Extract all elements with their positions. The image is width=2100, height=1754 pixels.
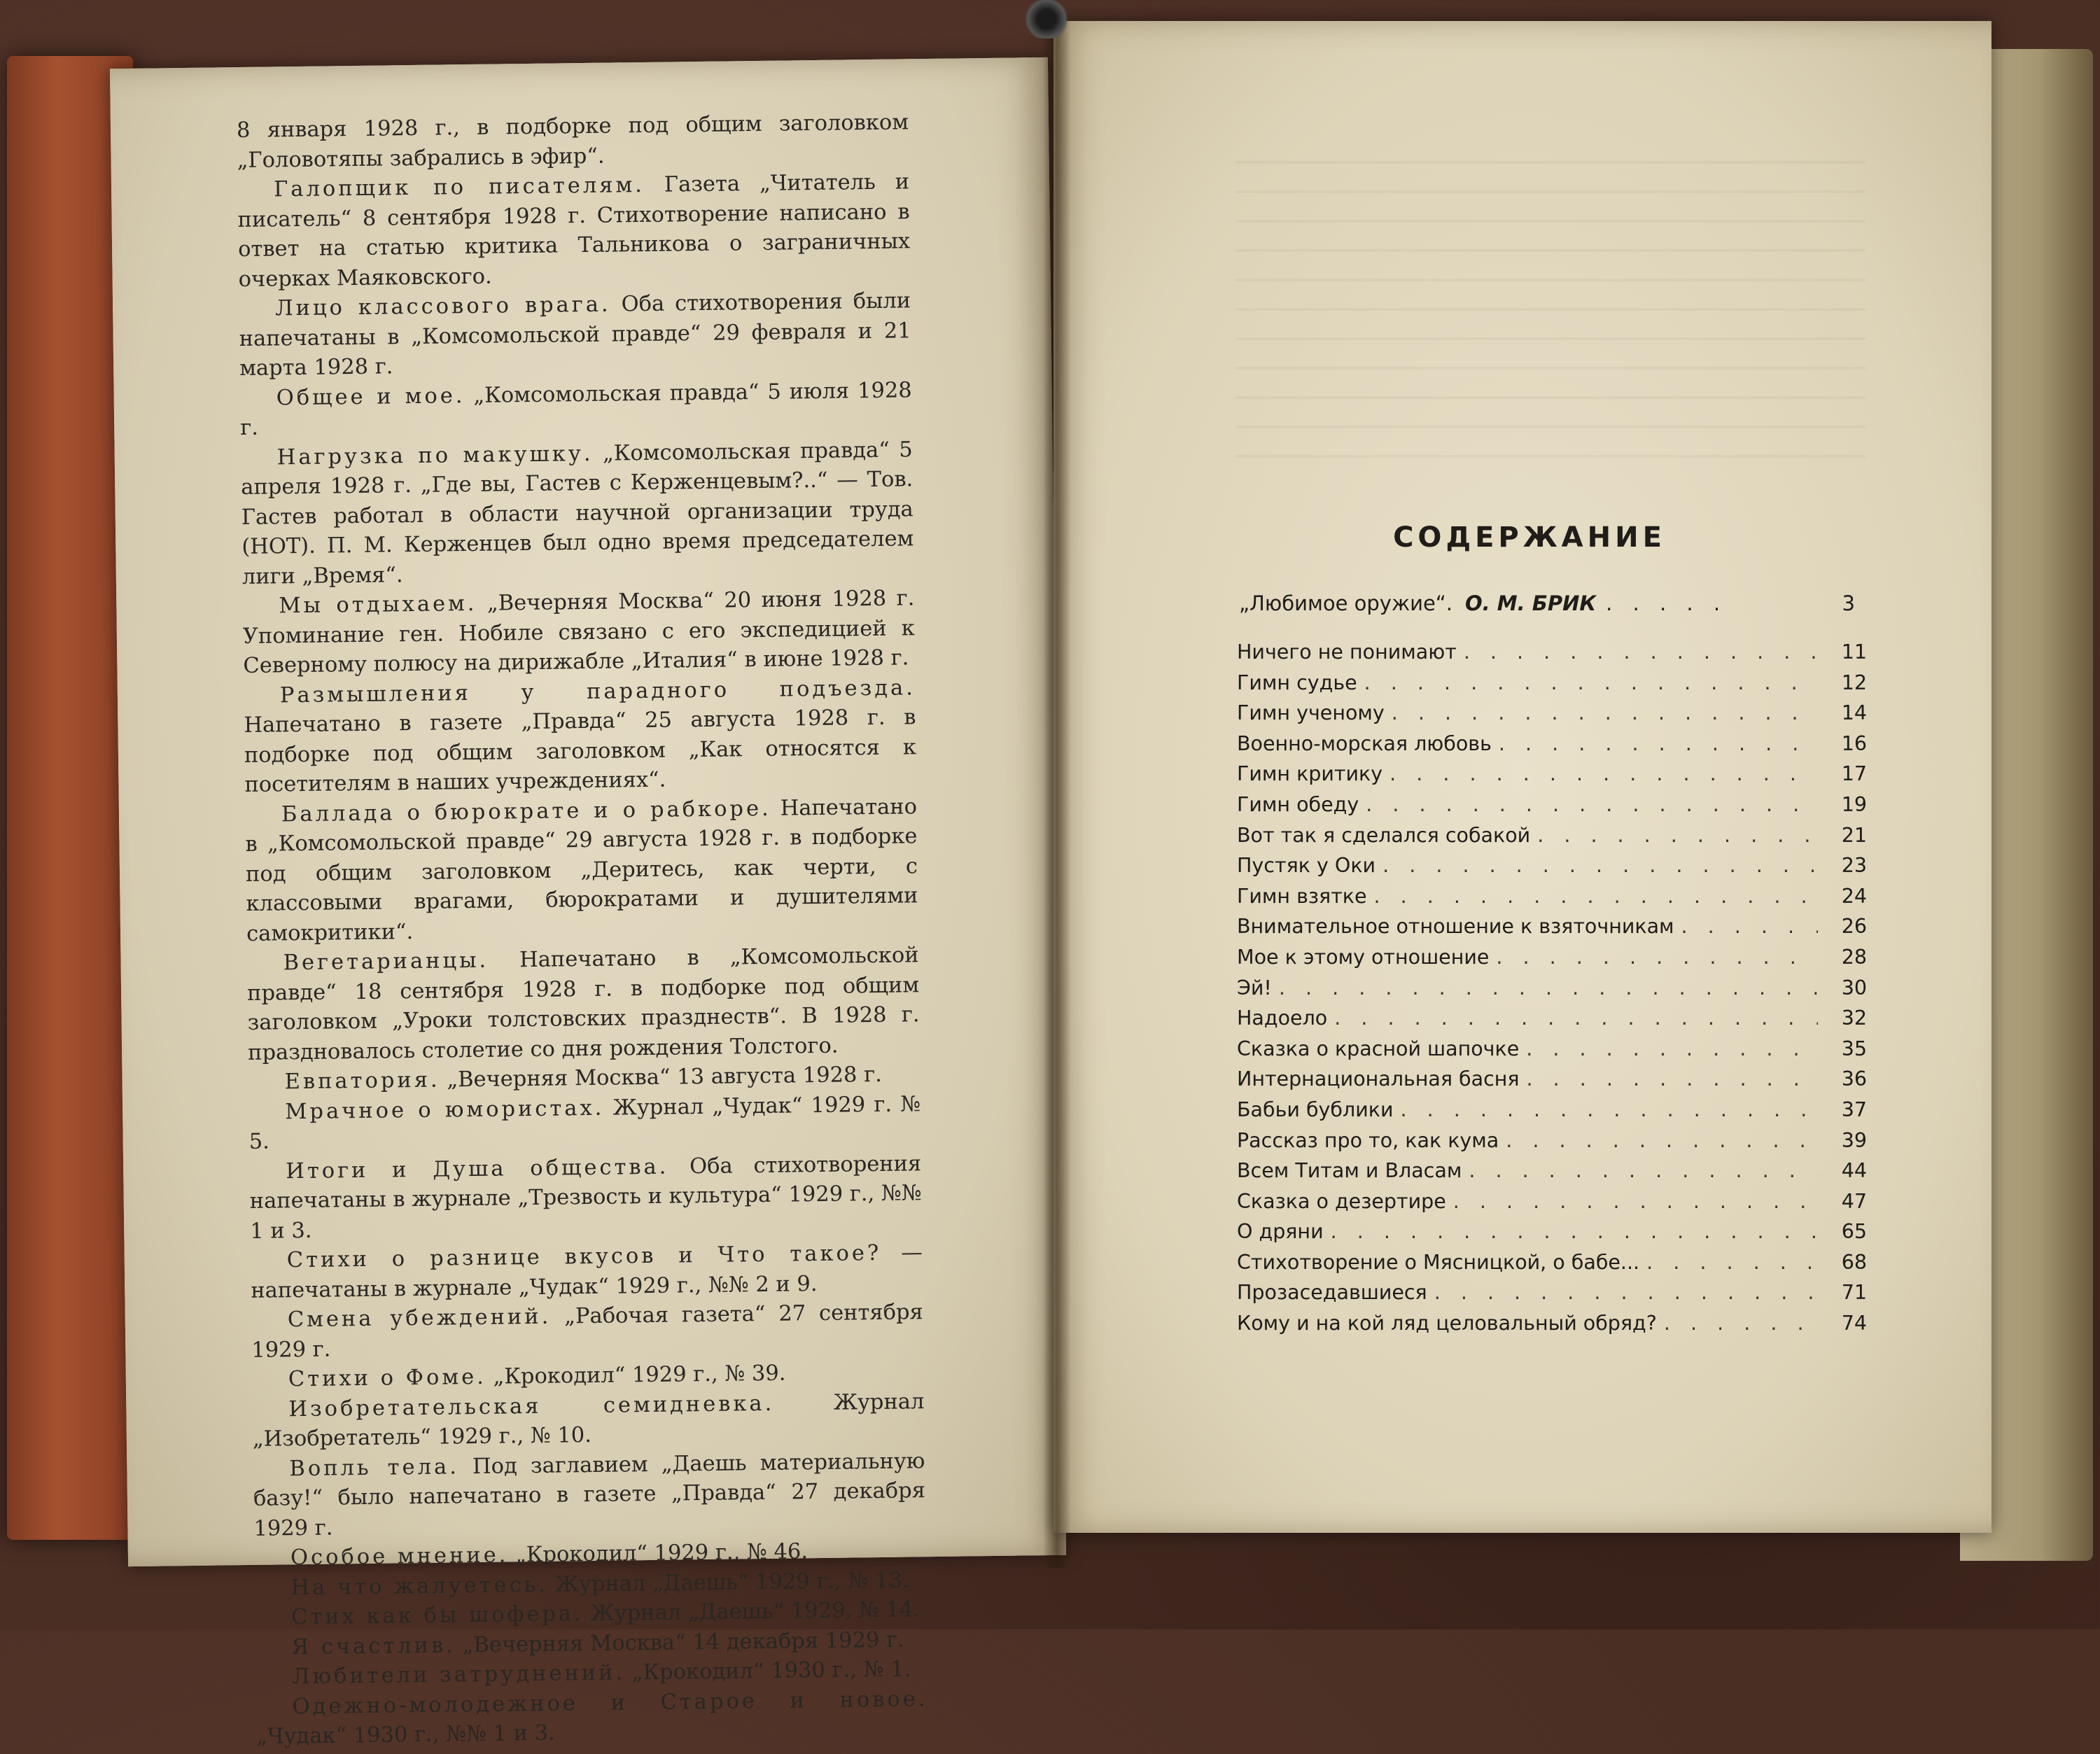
toc-entry-page: 24	[1841, 884, 1867, 908]
note-text: Оба стихотворения напечатаны в журнале „Трезвость и культура“ 1929 г., №№ 1 и 3.	[249, 1151, 922, 1244]
toc-entry-title: Стихотворение о Мясницкой, о бабе...	[1237, 1250, 1640, 1274]
note-text: „Комсомольская правда“ 5 апреля 1928 г. „Где вы, Гастев с Керженцевым?..“ — Тов. Гастев работал в области научной организации труда (НОТ). П. М. Керженцев был одно время председателем лиги „Время“.	[241, 437, 914, 589]
toc-leader	[1392, 701, 1818, 724]
toc-entry	[1237, 1129, 1867, 1160]
toc-leader	[1374, 885, 1818, 908]
toc-entry	[1237, 671, 1867, 702]
note-paragraph	[237, 108, 909, 176]
toc-entry-page: 71	[1841, 1281, 1867, 1305]
toc-entry-page: 16	[1841, 731, 1867, 755]
toc-entry	[1237, 824, 1867, 855]
toc-entry-title: Военно-морская любовь	[1237, 731, 1492, 755]
note-title: Одежно-молодежное и Старое и новое.	[292, 1686, 928, 1719]
toc-entry	[1237, 1067, 1867, 1098]
toc-entry-page: 37	[1841, 1097, 1867, 1121]
toc-entry	[1237, 732, 1867, 763]
note-title: Я счастлив.	[291, 1632, 456, 1660]
note-text: „Вечерняя Москва“ 20 июня 1928 г. Упоминание ген. Нобиле связано с его экспедицией к Северному полюсу на дирижабле „Италия“ в июне 1928 г.	[242, 586, 916, 679]
toc-entry-title: Вот так я сделался собакой	[1237, 823, 1531, 847]
note-paragraph	[244, 673, 917, 801]
toc-entry	[1237, 1190, 1867, 1221]
toc-leader	[1390, 762, 1818, 785]
toc-entry-page: 35	[1841, 1037, 1867, 1060]
note-text: „Чудак“ 1930 г., №№ 1 и 3.	[255, 1720, 555, 1749]
show-through-text	[1236, 161, 1865, 483]
toc-entry	[1237, 854, 1867, 885]
note-title: На что жалуетесь.	[290, 1572, 549, 1600]
toc-entry-page: 23	[1841, 854, 1867, 878]
toc-entry	[1237, 885, 1867, 915]
note-text: „Вечерняя Москва“ 14 декабря 1929 г.	[455, 1627, 904, 1657]
note-title: Мы отдыхаем.	[279, 591, 477, 619]
note-text: „Рабочая газета“ 27 сентября 1929 г.	[251, 1300, 923, 1363]
toc-entry-title: Сказка о красной шапочке	[1237, 1037, 1520, 1060]
note-title: Стихи о Фоме.	[288, 1364, 487, 1392]
book-spine	[1043, 14, 1071, 1568]
toc-entry-page: 26	[1841, 915, 1867, 939]
right-page	[1054, 21, 1991, 1533]
toc-intro	[1239, 591, 1855, 615]
toc-entry	[1237, 1006, 1867, 1037]
note-paragraph	[248, 1090, 921, 1158]
toc-leader: . . . . .	[1606, 591, 1728, 615]
note-text: „Комсомольская правда“ 5 июля 1928 г.	[240, 377, 912, 441]
note-text: Журнал „Даешь“ 1929, № 14.	[583, 1597, 920, 1627]
toc-entry-title: Всем Титам и Власам	[1237, 1159, 1462, 1183]
binding-thread	[1022, 0, 1071, 38]
toc-entry	[1237, 1037, 1867, 1068]
toc-entry-title: Кому и на кой ляд целовальный обряд?	[1237, 1312, 1657, 1335]
toc-intro-author: О. М. БРИК	[1465, 591, 1597, 615]
toc-entry-page: 47	[1841, 1189, 1867, 1213]
note-text: „Крокодил“ 1930 г., № 1.	[624, 1657, 911, 1685]
toc-entry-title: Гимн критику	[1237, 762, 1383, 786]
toc-leader	[1681, 915, 1818, 938]
note-paragraph	[253, 1447, 925, 1544]
note-paragraph	[246, 941, 920, 1068]
toc-entry-page: 44	[1841, 1159, 1867, 1183]
note-text: Газета „Читатель и писатель“ 8 сентября 1928 г. Стихотворение написано в ответ на статью критика Тальникова о заграничных очерках Маяковского.	[237, 169, 911, 292]
note-title: Мрачное о юмористах.	[284, 1095, 605, 1124]
toc-entry-title: Внимательное отношение к взяточникам	[1237, 915, 1674, 939]
note-paragraph	[239, 376, 912, 444]
toc-entry-title: Гимн судье	[1237, 671, 1357, 694]
toc-entry-page: 21	[1841, 823, 1867, 847]
toc-leader	[1646, 1251, 1818, 1274]
toc-entry	[1237, 1159, 1867, 1190]
toc-entry	[1237, 976, 1867, 1007]
note-text: Напечатано в „Комсомольской правде“ 18 сентября 1928 г. в подборке под общим заголовком „Уроки толстовских празднеств“. В 1928 г. праздновалось столетие со дня рождения Толстого.	[246, 943, 920, 1065]
toc-leader	[1334, 1006, 1818, 1030]
note-paragraph	[241, 435, 915, 592]
note-title: Нагрузка по макушку.	[276, 441, 594, 470]
toc-entry-page: 39	[1841, 1128, 1867, 1152]
note-title: Любители затруднений.	[291, 1660, 626, 1690]
toc-entry-title: Пустяк у Оки	[1237, 854, 1376, 878]
notes-text	[237, 108, 928, 1752]
note-text: Оба стихотворения были напечатаны в „Комсомольской правде“ 29 февраля и 21 марта 1928 г.	[239, 288, 911, 381]
toc-entry-page: 32	[1841, 1006, 1867, 1030]
toc-entry-title: Надоело	[1237, 1006, 1328, 1030]
toc-leader	[1364, 671, 1818, 694]
toc-leader	[1537, 824, 1818, 847]
toc-entry-title: Гимн ученому	[1237, 701, 1385, 725]
note-text: „Крокодил“ 1929 г., № 39.	[486, 1361, 786, 1389]
toc-entry-page: 74	[1841, 1312, 1867, 1335]
toc-entry-title: Ничего не понимают	[1237, 640, 1457, 664]
note-text: „Вечерняя Москва“ 13 августа 1928 г.	[440, 1062, 883, 1093]
toc-entry-page: 65	[1841, 1220, 1867, 1244]
note-title: Баллада о бюрократе и о рабкоре.	[281, 796, 771, 827]
note-title: Евпатория.	[284, 1067, 440, 1095]
note-text: Журнал „Даешь“ 1929 г., № 13.	[547, 1567, 909, 1597]
toc-entry	[1237, 946, 1867, 976]
note-title: Стихи о разнице вкусов и Что такое?	[286, 1240, 882, 1273]
toc-entry-page: 36	[1841, 1067, 1867, 1091]
toc-leader	[1496, 946, 1818, 969]
note-title: Лицо классового врага.	[274, 292, 611, 321]
toc-entry-page: 68	[1841, 1250, 1867, 1274]
toc-entry	[1237, 1098, 1867, 1129]
toc-leader	[1664, 1312, 1818, 1335]
note-title: Галопщик по писателям.	[273, 172, 645, 202]
note-paragraph	[249, 1149, 922, 1247]
toc-leader	[1469, 1159, 1818, 1182]
note-paragraph	[242, 584, 915, 681]
toc-entry	[1237, 1312, 1867, 1342]
note-paragraph	[255, 1685, 928, 1753]
note-paragraph	[239, 286, 911, 384]
toc-leader	[1464, 640, 1818, 664]
note-paragraph	[237, 167, 911, 295]
toc-leader	[1434, 1281, 1818, 1304]
note-text: — напечатаны в журнале „Чудак“ 1929 г., №№ 2 и 9.	[251, 1240, 923, 1303]
note-paragraph	[251, 1298, 924, 1366]
toc-entry-title: Гимн взятке	[1237, 884, 1367, 908]
toc-intro-page: 3	[1842, 591, 1855, 615]
toc-entry-title: Сказка о дезертире	[1237, 1189, 1446, 1213]
toc-entry-page: 17	[1841, 762, 1867, 786]
toc-entry	[1237, 1220, 1867, 1251]
toc-leader	[1499, 732, 1818, 755]
note-text: Напечатано в „Комсомольской правде“ 29 августа 1928 г. в подборке под общим заголовком „Деритесь, как черти, с классовыми врагами, бюрократами и душителями самокритики“.	[245, 794, 918, 946]
toc-leader	[1366, 793, 1818, 816]
toc-title: СОДЕРЖАНИЕ	[1393, 521, 1666, 554]
toc-entry-title: Мое к этому отношение	[1237, 945, 1490, 969]
toc-entry-page: 14	[1841, 701, 1867, 725]
toc-entry-title: Прозаседавшиеся	[1237, 1281, 1427, 1305]
note-text: „Крокодил“ 1929 г., № 46.	[508, 1539, 808, 1568]
toc-entry-page: 28	[1841, 945, 1867, 969]
toc-leader	[1453, 1190, 1818, 1213]
note-title: Вопль тела.	[289, 1454, 460, 1481]
note-paragraph	[245, 792, 919, 949]
note-title: Изобретательская семидневка.	[288, 1391, 775, 1422]
toc-entry-page: 11	[1841, 640, 1867, 664]
note-paragraph	[252, 1387, 925, 1455]
toc-leader	[1400, 1098, 1818, 1121]
note-text: Журнал „Чудак“ 1929 г. № 5.	[248, 1091, 921, 1154]
toc-entry	[1237, 1251, 1867, 1282]
note-text: Журнал „Изобретатель“ 1929 г., № 10.	[252, 1389, 925, 1452]
toc-entry	[1237, 762, 1867, 793]
note-title: Смена убеждений.	[287, 1304, 552, 1333]
toc-entry-page: 19	[1841, 792, 1867, 816]
toc-list	[1237, 640, 1867, 1342]
toc-entry-title: Бабьи бублики	[1237, 1097, 1394, 1121]
note-text: Напечатано в газете „Правда“ 25 августа 1928 г. в подборке под общим заголовком „Как относятся к посетителям в наших учреждениях“.	[244, 705, 917, 797]
toc-entry	[1237, 915, 1867, 946]
toc-entry-page: 30	[1841, 976, 1867, 999]
toc-entry-title: Эй!	[1237, 976, 1272, 999]
toc-entry-title: Рассказ про то, как кума	[1237, 1128, 1499, 1152]
toc-entry	[1237, 1281, 1867, 1312]
toc-entry	[1237, 793, 1867, 824]
toc-leader	[1506, 1129, 1818, 1152]
toc-entry	[1237, 640, 1867, 671]
toc-leader	[1382, 854, 1818, 877]
note-title: Общее и мое.	[276, 383, 465, 410]
toc-leader	[1527, 1067, 1818, 1090]
toc-leader	[1279, 976, 1818, 999]
note-text: 8 января 1928 г., в подборке под общим заголовком „Головотяпы забрались в эфир“.	[236, 110, 909, 173]
note-title: Вегетарианцы.	[283, 948, 489, 976]
toc-entry-title: Интернациональная басня	[1237, 1067, 1520, 1091]
toc-entry-page: 12	[1841, 671, 1867, 694]
note-title: Особое мнение.	[290, 1543, 509, 1571]
toc-leader	[1526, 1037, 1818, 1060]
toc-entry-title: О дряни	[1237, 1220, 1324, 1244]
note-title: Размышления у парадного подъезда.	[279, 675, 916, 708]
toc-entry-title: Гимн обеду	[1237, 792, 1359, 816]
note-title: Стих как бы шофера.	[290, 1601, 584, 1630]
note-paragraph	[251, 1238, 923, 1306]
note-title: Итоги и Душа общества.	[286, 1154, 669, 1184]
left-page	[110, 57, 1066, 1749]
toc-intro-label: „Любимое оружие“.	[1239, 591, 1453, 615]
toc-leader	[1331, 1220, 1818, 1243]
toc-entry	[1237, 701, 1867, 732]
note-text: Под заглавием „Даешь материальную базу!“ было напечатано в газете „Правда“ 27 декабря 1929 г.	[253, 1448, 926, 1541]
